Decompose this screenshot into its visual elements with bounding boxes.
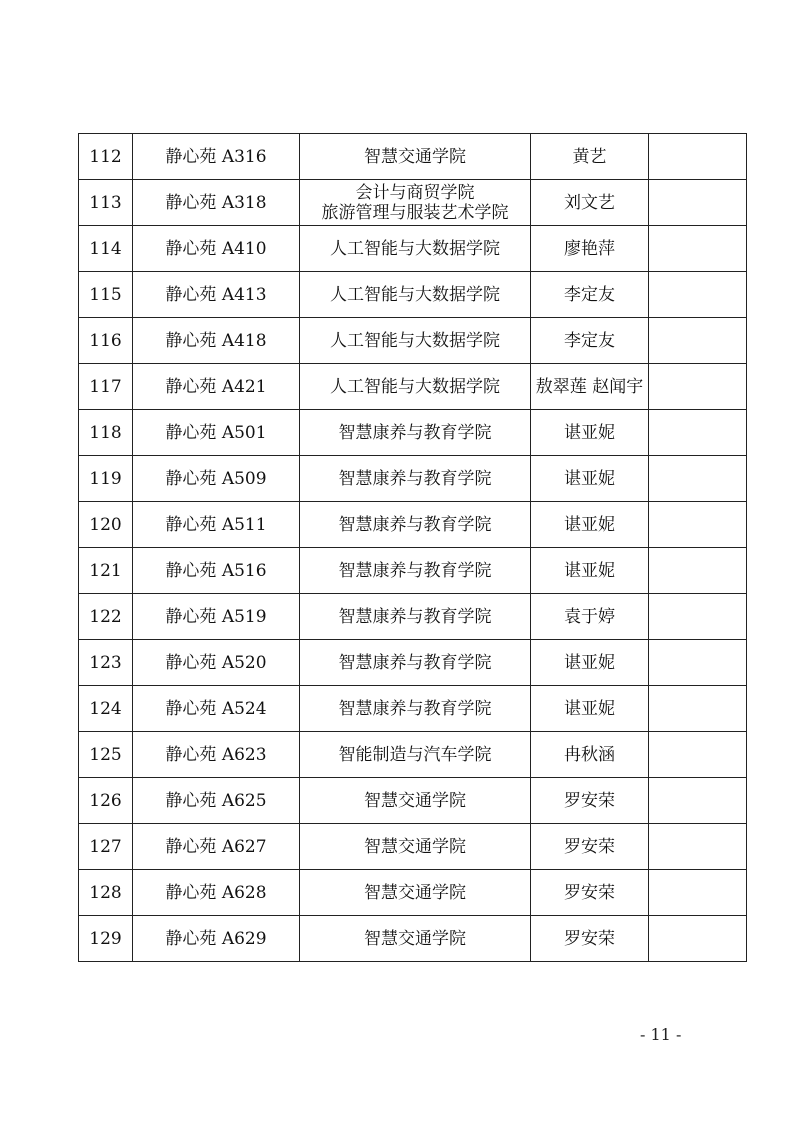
teacher-cell: 黄艺	[531, 134, 649, 180]
remark-cell	[649, 226, 747, 272]
teacher-cell: 谌亚妮	[531, 456, 649, 502]
room-cell: 静心苑 A629	[133, 916, 300, 962]
remark-cell	[649, 824, 747, 870]
teacher-cell: 罗安荣	[531, 870, 649, 916]
table-row	[79, 226, 747, 272]
table-row	[79, 778, 747, 824]
row-number-cell: 124	[79, 686, 133, 732]
college-cell: 智慧交通学院	[300, 778, 531, 824]
college-cell: 人工智能与大数据学院	[300, 364, 531, 410]
room-cell: 静心苑 A509	[133, 456, 300, 502]
teacher-cell: 谌亚妮	[531, 548, 649, 594]
table-row	[79, 916, 747, 962]
teacher-cell: 廖艳萍	[531, 226, 649, 272]
college-cell: 人工智能与大数据学院	[300, 272, 531, 318]
room-cell: 静心苑 A628	[133, 870, 300, 916]
teacher-cell: 李定友	[531, 318, 649, 364]
row-number-cell: 119	[79, 456, 133, 502]
college-cell: 智慧交通学院	[300, 916, 531, 962]
room-cell: 静心苑 A501	[133, 410, 300, 456]
remark-cell	[649, 180, 747, 226]
college-cell: 智慧康养与教育学院	[300, 686, 531, 732]
table-row	[79, 364, 747, 410]
college-cell: 智能制造与汽车学院	[300, 732, 531, 778]
table-body	[79, 134, 747, 962]
room-cell: 静心苑 A625	[133, 778, 300, 824]
row-number-cell: 125	[79, 732, 133, 778]
row-number-cell: 118	[79, 410, 133, 456]
row-number-cell: 114	[79, 226, 133, 272]
row-number-cell: 116	[79, 318, 133, 364]
row-number-cell: 122	[79, 594, 133, 640]
room-cell: 静心苑 A519	[133, 594, 300, 640]
room-cell: 静心苑 A421	[133, 364, 300, 410]
row-number-cell: 117	[79, 364, 133, 410]
teacher-cell: 李定友	[531, 272, 649, 318]
room-cell: 静心苑 A520	[133, 640, 300, 686]
row-number-cell: 123	[79, 640, 133, 686]
remark-cell	[649, 410, 747, 456]
table-row	[79, 318, 747, 364]
college-cell: 智慧康养与教育学院	[300, 640, 531, 686]
remark-cell	[649, 364, 747, 410]
college-cell: 会计与商贸学院 旅游管理与服装艺术学院	[300, 180, 531, 226]
teacher-cell: 罗安荣	[531, 824, 649, 870]
remark-cell	[649, 272, 747, 318]
remark-cell	[649, 870, 747, 916]
table-row	[79, 686, 747, 732]
college-cell: 智慧交通学院	[300, 870, 531, 916]
teacher-cell: 谌亚妮	[531, 640, 649, 686]
room-cell: 静心苑 A413	[133, 272, 300, 318]
room-cell: 静心苑 A511	[133, 502, 300, 548]
teacher-cell: 敖翠莲 赵闻宇	[531, 364, 649, 410]
college-cell: 智慧康养与教育学院	[300, 502, 531, 548]
table-row	[79, 180, 747, 226]
college-cell: 智慧康养与教育学院	[300, 410, 531, 456]
room-cell: 静心苑 A627	[133, 824, 300, 870]
teacher-cell: 罗安荣	[531, 778, 649, 824]
college-cell: 智慧康养与教育学院	[300, 548, 531, 594]
remark-cell	[649, 916, 747, 962]
college-cell: 智慧康养与教育学院	[300, 594, 531, 640]
teacher-cell: 刘文艺	[531, 180, 649, 226]
teacher-cell: 谌亚妮	[531, 686, 649, 732]
table-row	[79, 410, 747, 456]
remark-cell	[649, 548, 747, 594]
remark-cell	[649, 318, 747, 364]
college-cell: 智慧康养与教育学院	[300, 456, 531, 502]
table-row	[79, 870, 747, 916]
teacher-cell: 罗安荣	[531, 916, 649, 962]
room-cell: 静心苑 A316	[133, 134, 300, 180]
remark-cell	[649, 640, 747, 686]
table-row	[79, 456, 747, 502]
remark-cell	[649, 686, 747, 732]
teacher-cell: 谌亚妮	[531, 502, 649, 548]
college-cell: 人工智能与大数据学院	[300, 318, 531, 364]
remark-cell	[649, 594, 747, 640]
table-row	[79, 502, 747, 548]
row-number-cell: 126	[79, 778, 133, 824]
remark-cell	[649, 732, 747, 778]
row-number-cell: 127	[79, 824, 133, 870]
page-number: - 11 -	[640, 1025, 682, 1044]
remark-cell	[649, 778, 747, 824]
room-cell: 静心苑 A623	[133, 732, 300, 778]
college-cell: 智慧交通学院	[300, 824, 531, 870]
row-number-cell: 115	[79, 272, 133, 318]
table-row	[79, 594, 747, 640]
room-cell: 静心苑 A516	[133, 548, 300, 594]
table-row	[79, 640, 747, 686]
room-cell: 静心苑 A524	[133, 686, 300, 732]
row-number-cell: 120	[79, 502, 133, 548]
row-number-cell: 128	[79, 870, 133, 916]
room-cell: 静心苑 A418	[133, 318, 300, 364]
row-number-cell: 113	[79, 180, 133, 226]
teacher-cell: 袁于婷	[531, 594, 649, 640]
room-assignment-table	[78, 133, 747, 962]
table-row	[79, 824, 747, 870]
room-cell: 静心苑 A318	[133, 180, 300, 226]
remark-cell	[649, 134, 747, 180]
remark-cell	[649, 502, 747, 548]
remark-cell	[649, 456, 747, 502]
college-cell: 智慧交通学院	[300, 134, 531, 180]
row-number-cell: 129	[79, 916, 133, 962]
teacher-cell: 谌亚妮	[531, 410, 649, 456]
row-number-cell: 121	[79, 548, 133, 594]
room-cell: 静心苑 A410	[133, 226, 300, 272]
college-cell: 人工智能与大数据学院	[300, 226, 531, 272]
teacher-cell: 冉秋涵	[531, 732, 649, 778]
row-number-cell: 112	[79, 134, 133, 180]
table-row	[79, 732, 747, 778]
table-row	[79, 134, 747, 180]
table-row	[79, 272, 747, 318]
table-row	[79, 548, 747, 594]
